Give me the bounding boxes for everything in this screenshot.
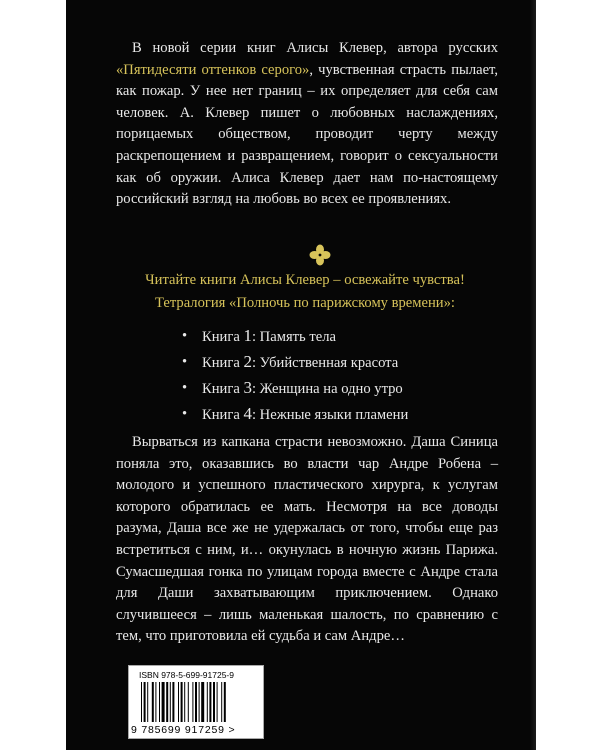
synopsis-paragraph: Вырваться из капкана страсти невозможно. Даша Синица поняла это, оказавшись во власти чар Андре Робена – молодого и успешного пластического хирурга, к услугам которого обратилась ее мать. Несмотря на все доводы разума, Даша все же не удержалась от того, чтобы еще раз встретиться с ним, и… окунулась в ночную жизнь Парижа. Сумасшедшая гонка по улицам города вместе с Андре стала для Даши захватывающим приключением. Однако случившееся – лишь маленькая шалость, по сравнению с тем, что приготовила ей судьба и сам Андре… xyxy=(116,434,498,645)
intro-text-rest: , чувственная страсть пылает, как пожар. У нее нет границ – их определяет для себя сам человек. А. Клевер пишет о любовных наслаждениях, порицаемых обществом, проводит черту между раскрепощением и развращением, говорит о сексуальности как об оружии. Алиса Клевер дает нам по-настоящему российский взгляд на любовь во всех ее проявлениях. xyxy=(116,61,498,208)
clover-icon xyxy=(308,243,332,267)
intro-highlight: «Пятидесяти оттенков серого» xyxy=(116,61,310,78)
intro-text-start: В новой серии книг Алисы Клевер, автора русских xyxy=(132,40,498,56)
series-title: Тетралогия «Полночь по парижскому времени»: xyxy=(155,295,455,311)
barcode-digits: 9 785699 917259 > xyxy=(131,724,236,736)
intro-paragraph xyxy=(116,38,498,211)
book-item: • Книга 3: Женщина на одно утро xyxy=(182,378,403,397)
book-item: • Книга 4: Нежные языки пламени xyxy=(182,404,409,423)
book-item: • Книга 1: Память тела xyxy=(182,326,336,345)
book-item: • Книга 2: Убийственная красота xyxy=(182,352,399,371)
tagline: Читайте книги Алисы Клевер – освежайте чувства! xyxy=(145,272,465,288)
isbn-label: ISBN 978-5-699-91725-9 xyxy=(139,670,234,680)
barcode-bars xyxy=(141,682,251,722)
cover-edge-shadow xyxy=(530,0,536,750)
barcode-box xyxy=(128,665,264,739)
book-list xyxy=(182,325,502,429)
